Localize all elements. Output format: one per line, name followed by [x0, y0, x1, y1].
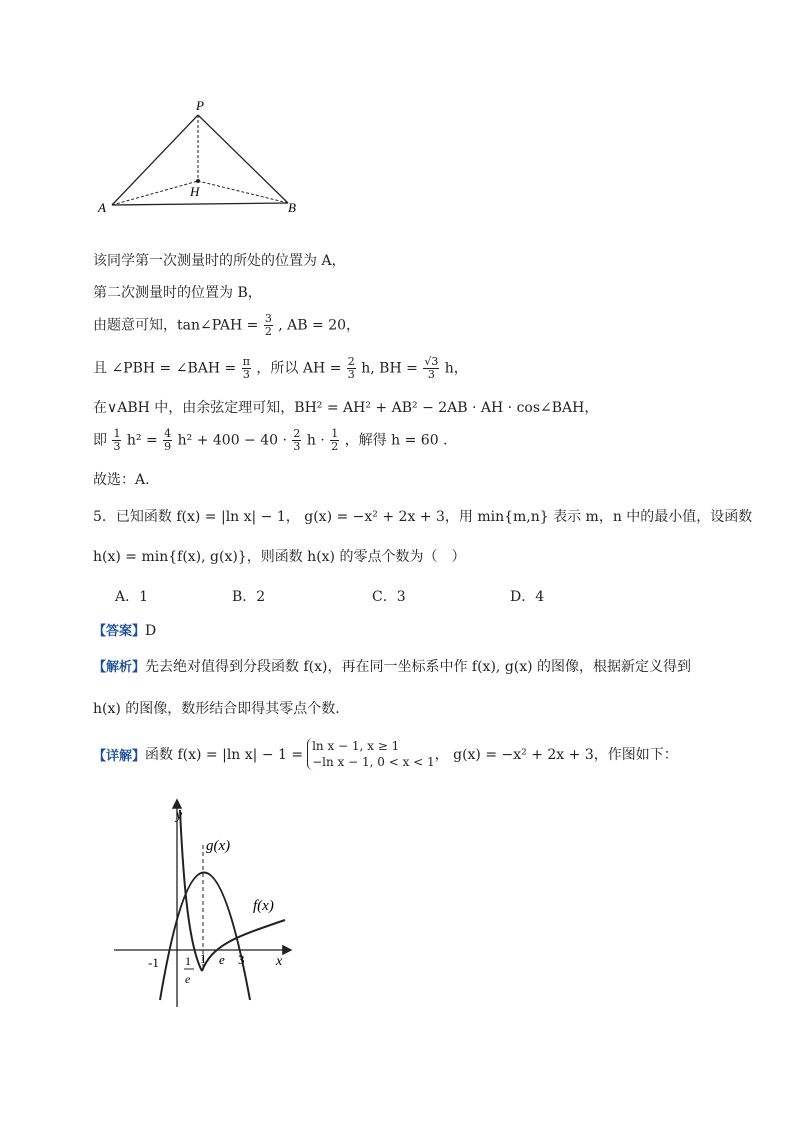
point-h [196, 179, 200, 183]
option-c: C．3 [372, 589, 406, 605]
analysis-line-1 [93, 656, 691, 676]
numerator: 1 [331, 427, 339, 440]
edge-pa [112, 115, 198, 205]
denominator: 3 [113, 440, 121, 453]
pyramid-figure [90, 95, 310, 220]
tick-e: e [219, 952, 225, 967]
edge-ah [112, 181, 198, 205]
option-b: B．2 [232, 589, 266, 605]
tick-minus-1: -1 [148, 955, 159, 970]
analysis-line-2 [93, 698, 340, 718]
fraction [292, 428, 301, 453]
edge-bh [198, 181, 288, 203]
denominator: 3 [427, 368, 435, 381]
label-a: A [98, 200, 106, 215]
tick-3: 3 [238, 952, 245, 967]
option-a: A．1 [115, 589, 149, 605]
g-curve [160, 873, 250, 1001]
fraction [423, 356, 439, 381]
f-curve-left [180, 810, 202, 971]
label-f: f(x) [253, 898, 274, 914]
tick-1: 1 [200, 951, 207, 966]
text: 即 [93, 432, 107, 449]
solution-line-5 [93, 397, 598, 417]
text: 5．已知函数 f(x) = |ln x| − 1， g(x) = −x² + 2x + 3，用 min{m,n} 表示 m，n 中的最小值，设函数 [93, 509, 753, 525]
numerator: 2 [347, 355, 355, 368]
text: h, BH = [361, 360, 418, 377]
fraction [347, 356, 356, 381]
label-g: g(x) [206, 838, 231, 854]
answer-text: D [145, 623, 157, 639]
text: ，所以 AH = [256, 360, 342, 377]
analysis-tag: 【解析】 [93, 660, 146, 675]
text: 第二次测量时的位置为 B， [93, 285, 262, 301]
fraction [264, 313, 273, 338]
option-d: D．4 [510, 589, 545, 605]
fraction [163, 428, 172, 453]
numerator: 4 [164, 427, 172, 440]
text: 函数 f(x) = |ln x| − 1 = [145, 747, 304, 763]
question-line-1 [93, 506, 752, 526]
tick-1-over-e-den: e [185, 972, 191, 986]
fraction [112, 428, 121, 453]
answer-line [93, 620, 156, 639]
text: h · [306, 432, 325, 449]
detail-line [93, 738, 678, 770]
solution-line-1 [93, 250, 346, 270]
case-1: ln x − 1, x ≥ 1 [312, 739, 400, 753]
label-p: P [196, 98, 204, 113]
piecewise-brace [307, 738, 435, 770]
text: 故选：A. [93, 472, 150, 488]
numerator: π [242, 355, 250, 368]
text: 由题意可知，tan∠PAH = [93, 317, 259, 334]
denominator: 9 [164, 440, 172, 453]
solution-line-7 [93, 469, 150, 489]
denominator: 2 [331, 440, 339, 453]
text: 该同学第一次测量时的所处的位置为 A， [93, 253, 346, 269]
numerator: 3 [264, 312, 272, 325]
numerator: √3 [424, 355, 439, 368]
solution-line-4 [93, 356, 468, 381]
fraction [330, 428, 339, 453]
question-line-2 [93, 546, 465, 566]
solution-line-3 [93, 313, 360, 338]
text: h² = [126, 432, 158, 449]
answer-tag: 【答案】 [93, 624, 146, 639]
text: h(x) 的图像，数形结合即得其零点个数. [93, 701, 340, 717]
edge-ab [112, 203, 288, 205]
text: 在∨ABH 中，由余弦定理可知，BH² = AH² + AB² − 2AB · AH · cos∠BAH， [93, 400, 599, 416]
denominator: 3 [242, 368, 250, 381]
case-2: −ln x − 1, 0 < x < 1 [312, 755, 435, 769]
text: ， g(x) = −x² + 2x + 3，作图如下： [434, 747, 678, 763]
denominator: 3 [293, 440, 301, 453]
label-b: B [288, 200, 296, 215]
denominator: 2 [264, 325, 272, 338]
text: 先去绝对值得到分段函数 f(x)，再在同一坐标系中作 f(x), g(x) 的图像，根据新定义得到 [145, 659, 692, 675]
text: ，解得 h = 60 . [344, 432, 448, 449]
label-x: x [276, 954, 283, 969]
label-y: y [176, 808, 183, 823]
text: h， [444, 360, 468, 377]
text: , AB = 20， [278, 317, 361, 334]
text: h(x) = min{f(x), g(x)}，则函数 h(x) 的零点个数为（ ） [93, 549, 466, 565]
denominator: 3 [347, 368, 355, 381]
function-graph [110, 795, 310, 1010]
fraction [242, 356, 251, 381]
numerator: 2 [293, 427, 301, 440]
tick-1-over-e-num: 1 [185, 954, 191, 968]
solution-line-6 [93, 428, 448, 453]
edge-pb [198, 115, 288, 203]
detail-tag: 【详解】 [93, 748, 146, 764]
text: 且 ∠PBH = ∠BAH = [93, 360, 237, 377]
text: h² + 400 − 40 · [177, 432, 287, 449]
solution-line-2 [93, 282, 262, 302]
label-h: H [190, 184, 200, 199]
numerator: 1 [113, 427, 121, 440]
